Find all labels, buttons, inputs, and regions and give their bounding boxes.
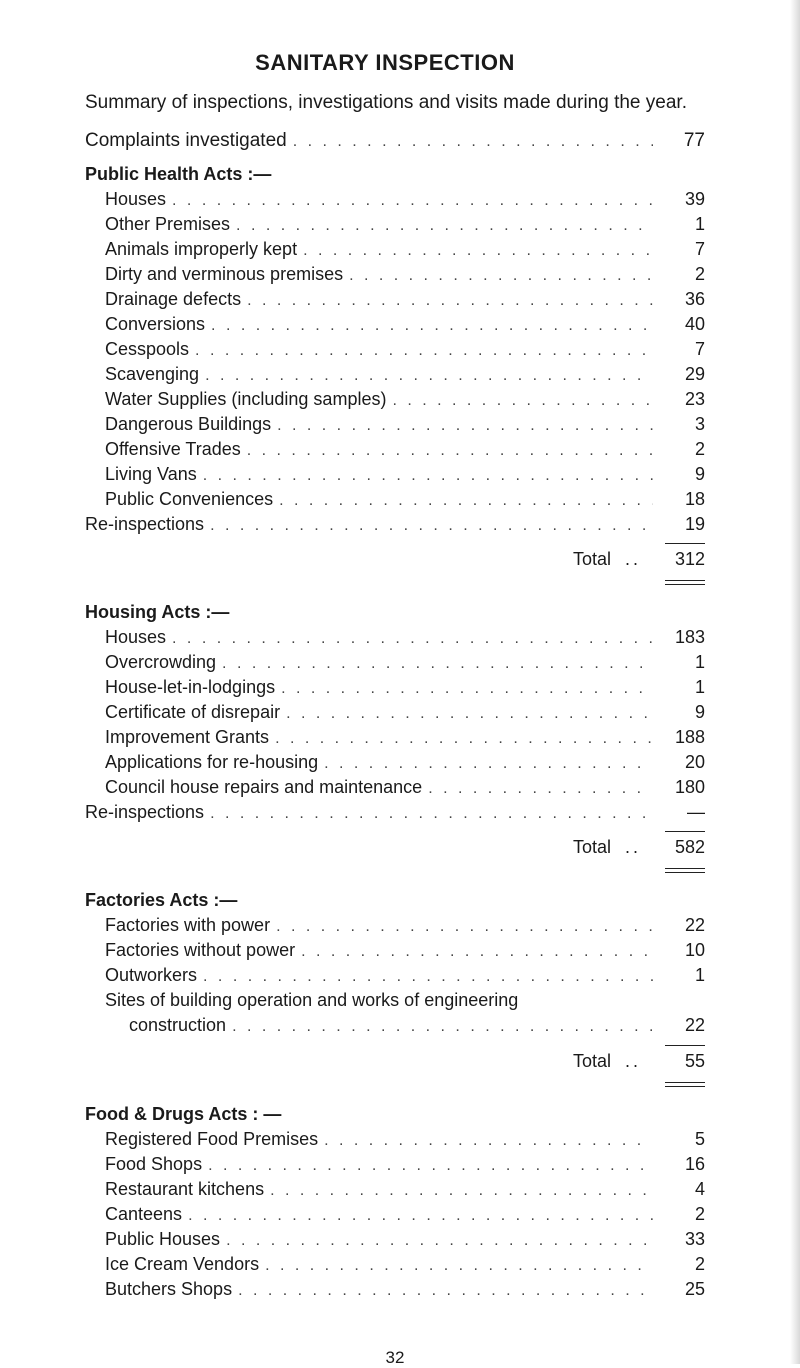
item-label: Improvement Grants bbox=[105, 727, 270, 747]
list-item bbox=[85, 1227, 705, 1252]
list-item bbox=[85, 262, 705, 287]
complaints-row bbox=[85, 128, 705, 153]
list-item bbox=[85, 1127, 705, 1152]
item-label: Re-inspections bbox=[85, 514, 205, 534]
total-rule bbox=[665, 831, 705, 832]
item-value: 1 bbox=[694, 965, 705, 985]
leader-dots bbox=[226, 1014, 653, 1039]
item-value: 23 bbox=[684, 389, 705, 409]
item-value: 33 bbox=[684, 1229, 705, 1249]
item-label: Public Conveniences bbox=[105, 489, 274, 509]
list-item bbox=[85, 725, 705, 750]
leader-dots: .. bbox=[624, 837, 641, 857]
total-label: Total bbox=[572, 837, 611, 857]
public-health-list bbox=[85, 187, 705, 537]
item-label: Overcrowding bbox=[105, 652, 217, 672]
leader-dots bbox=[281, 676, 653, 701]
item-value: 19 bbox=[684, 514, 705, 534]
page-number: 32 bbox=[385, 1348, 405, 1367]
item-value: 7 bbox=[694, 339, 705, 359]
leader-dots bbox=[324, 1128, 653, 1153]
leader-dots bbox=[238, 1278, 653, 1303]
leader-dots bbox=[247, 288, 653, 313]
item-label: Drainage defects bbox=[105, 289, 242, 309]
public-health-heading: Public Health Acts :— bbox=[85, 164, 272, 184]
list-item bbox=[85, 650, 705, 675]
public-health-total: 312 bbox=[674, 549, 705, 569]
item-label: Butchers Shops bbox=[105, 1279, 233, 1299]
item-label: Conversions bbox=[105, 314, 206, 334]
item-label: Applications for re-housing bbox=[105, 752, 319, 772]
item-label: House-let-in-lodgings bbox=[105, 677, 276, 697]
factories-total: 55 bbox=[684, 1051, 705, 1071]
item-value: 16 bbox=[684, 1154, 705, 1174]
item-label: Food Shops bbox=[105, 1154, 203, 1174]
list-item bbox=[85, 362, 705, 387]
item-label: Factories without power bbox=[105, 940, 296, 960]
document-page bbox=[85, 50, 705, 1367]
total-rule bbox=[665, 543, 705, 544]
leader-dots bbox=[303, 238, 653, 263]
leader-dots: .. bbox=[624, 1051, 641, 1071]
item-value: 1 bbox=[694, 677, 705, 697]
item-value: — bbox=[687, 802, 705, 822]
item-label: Houses bbox=[105, 189, 167, 209]
housing-total: 582 bbox=[674, 837, 705, 857]
list-item bbox=[85, 1277, 705, 1302]
factories-total-row bbox=[85, 1048, 705, 1074]
leader-dots bbox=[293, 129, 653, 154]
item-value: 2 bbox=[694, 439, 705, 459]
leader-dots bbox=[203, 463, 653, 488]
complaints-label: Complaints investigated bbox=[85, 130, 287, 151]
item-value: 7 bbox=[694, 239, 705, 259]
leader-dots bbox=[286, 701, 653, 726]
item-label: Certificate of disrepair bbox=[105, 702, 281, 722]
leader-dots bbox=[265, 1253, 653, 1278]
item-label: Dangerous Buildings bbox=[105, 414, 272, 434]
item-label-continued: construction bbox=[129, 1015, 227, 1035]
leader-dots bbox=[428, 776, 653, 801]
item-label: Scavenging bbox=[105, 364, 200, 384]
item-value: 29 bbox=[684, 364, 705, 384]
list-item bbox=[85, 487, 705, 512]
leader-dots bbox=[211, 313, 653, 338]
leader-dots bbox=[392, 388, 653, 413]
list-item bbox=[85, 1177, 705, 1202]
item-label: Re-inspections bbox=[85, 802, 205, 822]
leader-dots bbox=[222, 651, 653, 676]
leader-dots bbox=[279, 488, 653, 513]
total-double-rule bbox=[665, 868, 705, 873]
item-value: 22 bbox=[684, 915, 705, 935]
leader-dots bbox=[247, 438, 653, 463]
housing-total-row bbox=[85, 834, 705, 860]
list-item bbox=[85, 1152, 705, 1177]
item-value: 20 bbox=[684, 752, 705, 772]
item-value: 9 bbox=[694, 464, 705, 484]
leader-dots bbox=[205, 363, 653, 388]
housing-heading: Housing Acts :— bbox=[85, 602, 230, 622]
list-item bbox=[85, 412, 705, 437]
item-label: Cesspools bbox=[105, 339, 190, 359]
public-health-total-row bbox=[85, 546, 705, 572]
list-item bbox=[85, 938, 705, 963]
factories-heading: Factories Acts :— bbox=[85, 890, 238, 910]
item-value: 36 bbox=[684, 289, 705, 309]
leader-dots bbox=[275, 726, 653, 751]
item-value: 3 bbox=[694, 414, 705, 434]
list-item bbox=[85, 750, 705, 775]
item-label: Registered Food Premises bbox=[105, 1129, 319, 1149]
item-label: Restaurant kitchens bbox=[105, 1179, 265, 1199]
item-label: Offensive Trades bbox=[105, 439, 241, 459]
item-continuation bbox=[105, 1013, 705, 1039]
item-label: Ice Cream Vendors bbox=[105, 1254, 260, 1274]
list-item bbox=[85, 312, 705, 337]
list-item bbox=[85, 387, 705, 412]
item-label: Council house repairs and maintenance bbox=[105, 777, 423, 797]
factories-list bbox=[85, 913, 705, 1039]
item-value: 10 bbox=[684, 940, 705, 960]
food-list bbox=[85, 1127, 705, 1302]
leader-dots bbox=[349, 263, 653, 288]
list-item bbox=[85, 237, 705, 262]
leader-dots bbox=[210, 801, 653, 826]
page-title: SANITARY INSPECTION bbox=[255, 50, 515, 75]
item-value: 2 bbox=[694, 1204, 705, 1224]
item-value: 25 bbox=[684, 1279, 705, 1299]
leader-dots bbox=[324, 751, 653, 776]
item-value: 2 bbox=[694, 264, 705, 284]
item-value: 22 bbox=[684, 1015, 705, 1035]
list-item bbox=[85, 337, 705, 362]
leader-dots bbox=[188, 1203, 653, 1228]
item-value: 2 bbox=[694, 1254, 705, 1274]
leader-dots bbox=[172, 626, 653, 651]
list-item bbox=[85, 1252, 705, 1277]
item-label: Dirty and verminous premises bbox=[105, 264, 344, 284]
list-item bbox=[85, 913, 705, 938]
item-value: 4 bbox=[694, 1179, 705, 1199]
leader-dots bbox=[208, 1153, 653, 1178]
item-value: 39 bbox=[684, 189, 705, 209]
list-item bbox=[85, 988, 705, 1039]
item-label: Outworkers bbox=[105, 965, 198, 985]
housing-list bbox=[85, 625, 705, 825]
total-label: Total bbox=[572, 1051, 611, 1071]
leader-dots bbox=[172, 188, 653, 213]
item-value: 5 bbox=[694, 1129, 705, 1149]
leader-dots bbox=[195, 338, 653, 363]
item-label: Living Vans bbox=[105, 464, 197, 484]
total-double-rule bbox=[665, 580, 705, 585]
leader-dots bbox=[277, 413, 653, 438]
item-label: Canteens bbox=[105, 1204, 183, 1224]
leader-dots bbox=[301, 939, 653, 964]
reinspections-row bbox=[85, 800, 705, 825]
item-value: 18 bbox=[684, 489, 705, 509]
item-label: Factories with power bbox=[105, 915, 271, 935]
item-value: 9 bbox=[694, 702, 705, 722]
item-label: Animals improperly kept bbox=[105, 239, 298, 259]
total-rule bbox=[665, 1045, 705, 1046]
item-label: Public Houses bbox=[105, 1229, 221, 1249]
list-item bbox=[85, 700, 705, 725]
item-value: 180 bbox=[674, 777, 705, 797]
item-label: Houses bbox=[105, 627, 167, 647]
leader-dots bbox=[270, 1178, 653, 1203]
item-label: Other Premises bbox=[105, 214, 231, 234]
item-value: 188 bbox=[674, 727, 705, 747]
list-item bbox=[85, 675, 705, 700]
leader-dots bbox=[276, 914, 653, 939]
item-label: Sites of building operation and works of engineering bbox=[105, 990, 519, 1010]
leader-dots bbox=[210, 513, 653, 538]
list-item bbox=[85, 212, 705, 237]
total-label: Total bbox=[572, 549, 611, 569]
item-value: 1 bbox=[694, 652, 705, 672]
list-item bbox=[85, 625, 705, 650]
complaints-value: 77 bbox=[683, 130, 705, 151]
reinspections-row bbox=[85, 512, 705, 537]
list-item bbox=[85, 187, 705, 212]
item-value: 40 bbox=[684, 314, 705, 334]
total-double-rule bbox=[665, 1082, 705, 1087]
list-item bbox=[85, 462, 705, 487]
list-item bbox=[85, 963, 705, 988]
item-value: 183 bbox=[674, 627, 705, 647]
leader-dots bbox=[236, 213, 653, 238]
item-label: Water Supplies (including samples) bbox=[105, 389, 387, 409]
leader-dots: .. bbox=[624, 549, 641, 569]
food-heading: Food & Drugs Acts : — bbox=[85, 1104, 282, 1124]
leader-dots bbox=[226, 1228, 653, 1253]
item-value: 1 bbox=[694, 214, 705, 234]
leader-dots bbox=[203, 964, 653, 989]
page-edge-shadow bbox=[790, 0, 800, 1364]
list-item bbox=[85, 287, 705, 312]
list-item bbox=[85, 437, 705, 462]
list-item bbox=[85, 775, 705, 800]
list-item bbox=[85, 1202, 705, 1227]
intro-text: Summary of inspections, investigations and visits made during the year. bbox=[85, 92, 687, 113]
